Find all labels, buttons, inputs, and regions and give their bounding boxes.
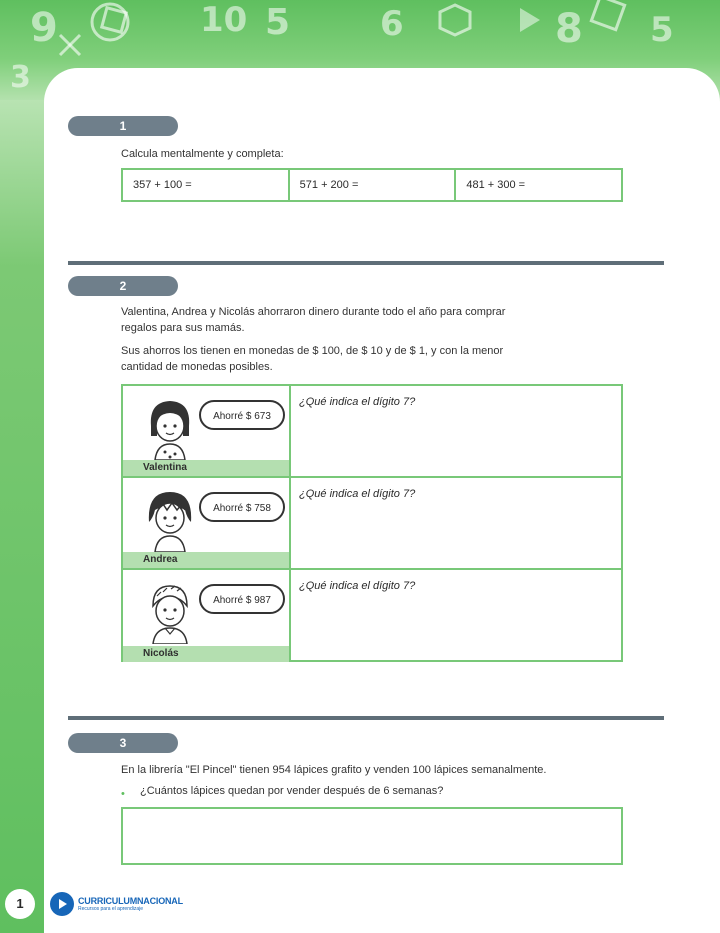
answer-cell[interactable]: ¿Qué indica el dígito 7? (299, 396, 416, 408)
speech-bubble: Ahorré $ 673 (199, 400, 285, 430)
section-3-statement: En la librería "El Pincel" tienen 954 lápices grafito y venden 100 lápices semanalmente. (121, 764, 547, 776)
student-name: Andrea (123, 552, 289, 568)
table-row (123, 386, 621, 478)
answer-cell[interactable]: ¿Qué indica el dígito 7? (299, 580, 416, 592)
speech-bubble: Ahorré $ 758 (199, 492, 285, 522)
person-cell (123, 478, 291, 568)
section-2-badge: 2 (68, 276, 178, 296)
logo-text (78, 896, 183, 912)
calc-cell-1[interactable]: 357 + 100 = (123, 170, 290, 200)
section-2-paragraph-2 (121, 343, 503, 375)
person-cell (123, 570, 291, 662)
section-3-badge: 3 (68, 733, 178, 753)
decorative-numbers: 3 (10, 60, 31, 95)
calc-cell-2[interactable]: 571 + 200 = (290, 170, 457, 200)
decorative-numbers: 5 (265, 2, 291, 43)
bullet-icon: • (121, 788, 125, 800)
table-row (123, 478, 621, 570)
speech-bubble: Ahorré $ 987 (199, 584, 285, 614)
boy-illustration (143, 580, 197, 644)
section-2-paragraph-1 (121, 304, 505, 336)
calc-cell-3[interactable]: 481 + 300 = (466, 179, 526, 191)
decorative-numbers: 9 (30, 5, 58, 51)
paragraph-line: Valentina, Andrea y Nicolás ahorraron dinero durante todo el año para comprar (121, 306, 506, 318)
person-cell (123, 386, 291, 476)
decorative-numbers: 5 (650, 10, 674, 50)
section-3-question: ¿Cuántos lápices quedan por vender después de 6 semanas? (140, 785, 444, 797)
decorative-numbers: 10 (200, 0, 248, 40)
decorative-numbers: 6 (380, 4, 404, 44)
student-name: Nicolás (123, 646, 289, 662)
savings-table (121, 384, 623, 662)
section-1-instruction: Calcula mentalmente y completa: (121, 148, 284, 160)
girl-illustration (143, 488, 197, 552)
side-decoration (0, 100, 44, 933)
curriculum-logo[interactable] (50, 890, 200, 918)
paragraph-line: regalos para sus mamás. (121, 322, 245, 334)
section-3-divider (68, 716, 664, 720)
girl-illustration (143, 396, 197, 460)
answer-cell[interactable]: ¿Qué indica el dígito 7? (299, 488, 416, 500)
decorative-numbers: 8 (555, 6, 583, 52)
section-1-badge: 1 (68, 116, 178, 136)
page-number: 1 (5, 889, 35, 919)
answer-box[interactable] (121, 807, 623, 865)
paragraph-line: cantidad de monedas posibles. (121, 361, 273, 373)
mental-calc-table (121, 168, 623, 202)
table-row (123, 570, 621, 662)
paragraph-line: Sus ahorros los tienen en monedas de $ 100, de $ 10 y de $ 1, y con la menor (121, 345, 504, 357)
play-logo-icon (50, 892, 74, 916)
student-name: Valentina (123, 460, 289, 476)
logo-title: CURRICULUMNACIONAL (78, 896, 183, 906)
section-2-divider (68, 261, 664, 265)
logo-subtitle: Recursos para el aprendizaje (78, 906, 144, 912)
